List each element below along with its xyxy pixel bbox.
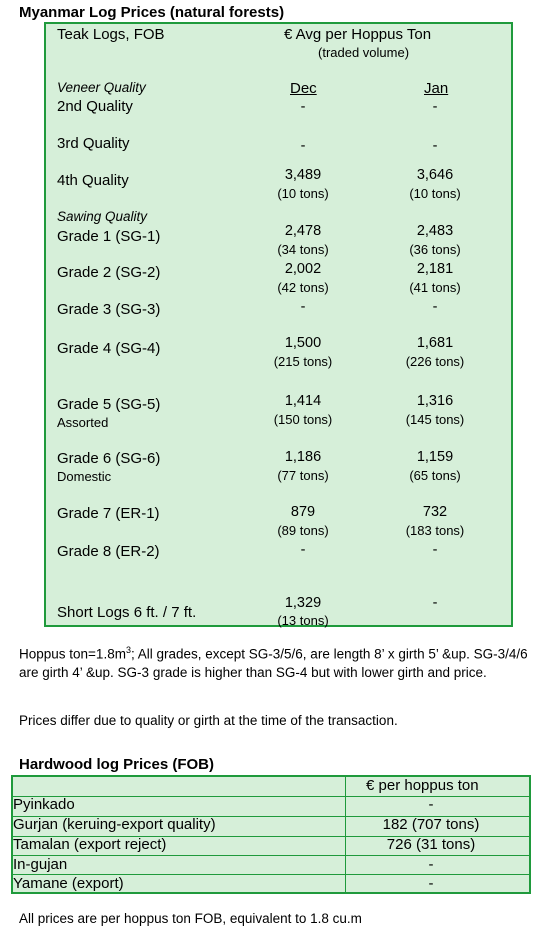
jan-tons: (41 tons) bbox=[409, 280, 461, 295]
hardwood-title: Hardwood log Prices (FOB) bbox=[19, 756, 215, 773]
veneer-quality-label: Veneer Quality bbox=[57, 80, 146, 95]
hardwood-row-label: In-gujan bbox=[13, 856, 68, 873]
jan-value: - bbox=[432, 542, 438, 558]
hardwood-row-value: 726 (31 tons) bbox=[386, 836, 476, 853]
teak-unit-sub: (traded volume) bbox=[318, 45, 410, 60]
dec-value: 3,489 bbox=[284, 167, 322, 183]
jan-value: 732 bbox=[422, 504, 448, 520]
jan-tons: (36 tons) bbox=[409, 242, 461, 257]
dec-value: 2,002 bbox=[284, 261, 322, 277]
teak-row-label: Short Logs 6 ft. / 7 ft. bbox=[57, 604, 197, 621]
prices-differ-note: Prices differ due to quality or girth at the time of the transaction. bbox=[19, 713, 398, 728]
jan-tons: (65 tons) bbox=[409, 468, 461, 483]
dec-value: 1,500 bbox=[284, 335, 322, 351]
teak-row-label: 3rd Quality bbox=[57, 135, 130, 152]
hardwood-row-label: Tamalan (export reject) bbox=[13, 836, 167, 853]
jan-value: - bbox=[432, 99, 438, 115]
dec-tons: (13 tons) bbox=[277, 613, 329, 628]
dec-tons: (10 tons) bbox=[277, 186, 329, 201]
teak-title: Myanmar Log Prices (natural forests) bbox=[19, 4, 285, 21]
teak-row-label: Grade 6 (SG-6) bbox=[57, 450, 161, 467]
jan-value: - bbox=[432, 299, 438, 315]
hardwood-row-value: - bbox=[428, 796, 434, 813]
teak-row-label: Grade 3 (SG-3) bbox=[57, 301, 161, 318]
teak-row-label: 4th Quality bbox=[57, 172, 129, 189]
dec-tons: (77 tons) bbox=[277, 468, 329, 483]
hardwood-row-value: 182 (707 tons) bbox=[382, 816, 480, 833]
teak-row-label: 2nd Quality bbox=[57, 98, 133, 115]
hardwood-row-value: - bbox=[428, 875, 434, 892]
hardwood-row-label: Yamane (export) bbox=[13, 875, 124, 892]
dec-value: - bbox=[300, 542, 306, 558]
dec-tons: (34 tons) bbox=[277, 242, 329, 257]
jan-tons: (10 tons) bbox=[409, 186, 461, 201]
jan-value: - bbox=[432, 138, 438, 154]
jan-value: 3,646 bbox=[416, 167, 454, 183]
teak-unit-label: € Avg per Hoppus Ton bbox=[284, 26, 432, 43]
jan-value: 1,159 bbox=[416, 449, 454, 465]
teak-row-label: Grade 7 (ER-1) bbox=[57, 505, 160, 522]
dec-tons: (89 tons) bbox=[277, 523, 329, 538]
dec-value: 1,414 bbox=[284, 393, 322, 409]
dec-value: 1,329 bbox=[284, 595, 322, 611]
dec-value: 2,478 bbox=[284, 223, 322, 239]
jan-value: 1,316 bbox=[416, 393, 454, 409]
month-dec-header: Dec bbox=[290, 80, 317, 97]
jan-tons: (145 tons) bbox=[405, 412, 465, 427]
hardwood-row-value: - bbox=[428, 856, 434, 873]
sawing-quality-label: Sawing Quality bbox=[57, 209, 148, 224]
dec-value: - bbox=[300, 99, 306, 115]
teak-row-sublabel: Domestic bbox=[57, 469, 112, 484]
dec-value: - bbox=[300, 138, 306, 154]
dec-tons: (42 tons) bbox=[277, 280, 329, 295]
jan-tons: (183 tons) bbox=[405, 523, 465, 538]
teak-col-label: Teak Logs, FOB bbox=[57, 26, 165, 43]
teak-row-label: Grade 8 (ER-2) bbox=[57, 543, 160, 560]
hardwood-row-label: Pyinkado bbox=[13, 796, 75, 813]
jan-value: - bbox=[432, 595, 438, 611]
teak-row-label: Grade 4 (SG-4) bbox=[57, 340, 161, 357]
teak-row-label: Grade 1 (SG-1) bbox=[57, 228, 161, 245]
hardwood-footnote: All prices are per hoppus ton FOB, equivalent to 1.8 cu.m bbox=[19, 911, 362, 926]
teak-row-label: Grade 2 (SG-2) bbox=[57, 264, 161, 281]
dec-tons: (215 tons) bbox=[273, 354, 333, 369]
dec-tons: (150 tons) bbox=[273, 412, 333, 427]
dec-value: - bbox=[300, 299, 306, 315]
hardwood-unit-label: € per hoppus ton bbox=[366, 777, 479, 794]
jan-tons: (226 tons) bbox=[405, 354, 465, 369]
jan-value: 2,483 bbox=[416, 223, 454, 239]
month-jan-header: Jan bbox=[424, 80, 449, 97]
dec-value: 879 bbox=[290, 504, 316, 520]
teak-row-sublabel: Assorted bbox=[57, 415, 109, 430]
jan-value: 2,181 bbox=[416, 261, 454, 277]
dec-value: 1,186 bbox=[284, 449, 322, 465]
jan-value: 1,681 bbox=[416, 335, 454, 351]
hardwood-row-label: Gurjan (keruing-export quality) bbox=[13, 816, 216, 833]
hoppus-note: Hoppus $ton=1.8m^3$; All grades, except SG-3/5/6, are length 8’ x girth 5’ &up. SG-3/4/6 are girth 4’ &up. SG-3 grade is higher than SG-4 but with lower girth and price. bbox=[19, 645, 528, 680]
teak-row-label: Grade 5 (SG-5) bbox=[57, 396, 161, 413]
